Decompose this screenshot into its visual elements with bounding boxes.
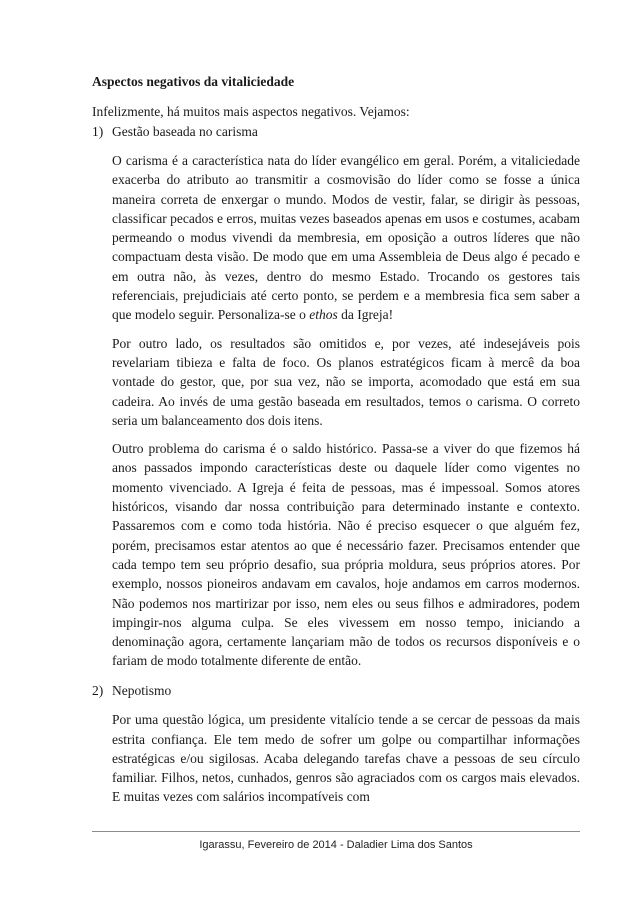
emphasis-text: ethos <box>309 307 338 323</box>
page-footer: Igarassu, Fevereiro de 2014 - Daladier Lima dos Santos <box>199 839 473 851</box>
document-body <box>92 72 580 807</box>
list-item-1 <box>92 122 580 142</box>
paragraph: Por uma questão lógica, um presidente vitalício tende a se cercar de pessoas da mais estrita confiança. Ele tem medo de sofrer um golpe ou compartilhar informações estratégicas e/ou sigilosas. Acaba delegando tarefas chave a pessoas de seu círculo familiar. Filhos, netos, cunhados, genros são agraciados com os cargos mais elevados. E muitas vezes com salários incompatíveis com <box>112 712 580 805</box>
list-item-2 <box>92 681 580 701</box>
intro-text: Infelizmente, há muitos mais aspectos negativos. Vejamos: <box>92 104 410 119</box>
list-number: 1) <box>92 123 104 139</box>
list-number: 2) <box>92 682 104 698</box>
paragraph-text: da Igreja! <box>337 307 394 323</box>
footer-divider <box>92 831 580 832</box>
list-item-title: Gestão baseada no carisma <box>112 123 258 139</box>
paragraph: Por outro lado, os resultados são omitidos e, por vezes, até indesejáveis pois revelariam tibieza e falta de foco. Os planos estratégicos ficam à mercê da boa vontade do gestor, que, por sua vez, não se importa, acomodado que está em sua cadeira. Ao invés de uma gestão baseada em resultados, temos o carisma. O correto seria um balanceamento dos dois itens. <box>112 335 580 428</box>
paragraph-text: O carisma é a característica nata do líder evangélico em geral. Porém, a vitaliciedade exacerba do atributo ao transmitir a cosmovisão do líder como se fosse a única maneira correta de enxergar o mundo. Modos de vestir, falar, se dirigir às pessoas, classificar pecados e erros, muitas vezes baseados apenas em usos e costumes, acabam permeando o modus vivendi da membresia, em oposição a outros líderes que não compactuam desta visão. De modo que em uma Assembleia de Deus algo é pecado e em outra não, às vezes, dentro do mesmo Estado. Trocando os gestores tais referenciais, prejudiciais até certo ponto, se perdem e a membresia fica sem saber a que modelo seguir. Personaliza-se o <box>112 153 580 323</box>
paragraph: Outro problema do carisma é o saldo histórico. Passa-se a viver do que fizemos há anos passados impondo características deste ou daquele líder como vigentes no momento vivenciado. A Igreja é feita de pessoas, mas é impessoal. Somos atores históricos, visando dar nossa contribuição para determinado instante e contexto. Passaremos com e como toda história. Não é preciso esquecer o que alguém fez, porém, precisamos estar atentos ao que é necessário fazer. Precisamos entender que cada tempo tem seu próprio desafio, sua própria moldura, seus próprios atores. Por exemplo, nossos pioneiros andavam em cavalos, hoje andamos em carros modernos. Não podemos nos martirizar por isso, nem eles ou seus filhos e admiradores, podem impingir-nos alguma culpa. Se eles vivessem em nosso tempo, iniciando a denominação agora, certamente lançariam mão de todos os recursos disponíveis e o fariam de modo totalmente diferente de então. <box>112 441 580 669</box>
list-item-title: Nepotismo <box>112 682 172 698</box>
section-heading: Aspectos negativos da vitaliciedade <box>92 74 295 89</box>
paragraph <box>112 151 580 325</box>
